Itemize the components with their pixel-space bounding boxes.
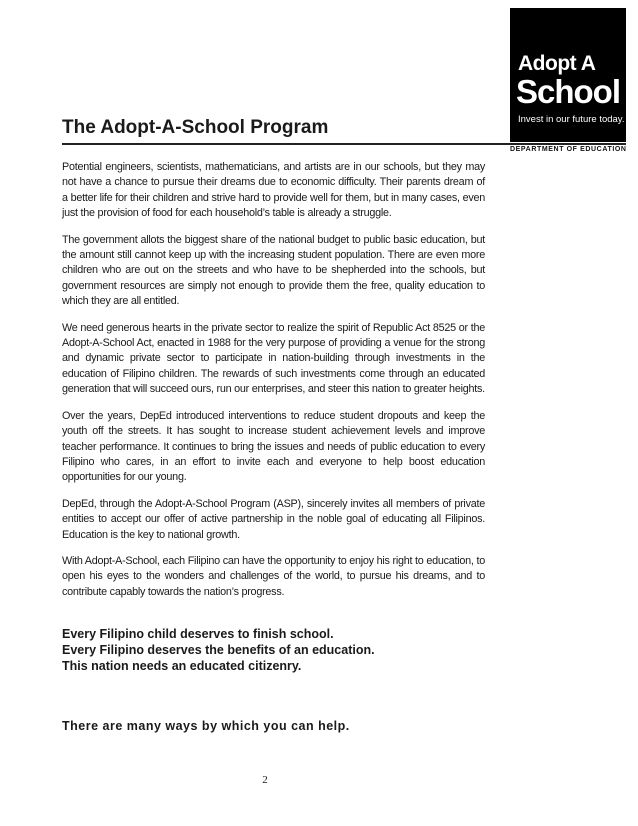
paragraph-3: We need generous hearts in the private sector to realize the spirit of Republic Act 8525 or the Adopt-A-School Act, enacted in 1988 for the very purpose of providing a venue for the strong and dynamic private sector to participate in nation-building through investments in the education of Filipino children. The rewards of such investments come through an educated generation that will succeed ours, run our enterprises, and steer this nation to greater heights.	[62, 321, 485, 396]
paragraph-1: Potential engineers, scientists, mathematicians, and artists are in our schools, but they may not have a chance to pursue their dreams due to economic difficulty. Their parents dream of a better life for their children and strive hard to provide well for them, but in many cases, even just the provision of food for each household’s table is already a struggle.	[62, 161, 485, 220]
help-heading: There are many ways by which you can help.	[62, 719, 350, 733]
logo-line-1: Adopt A	[518, 52, 596, 75]
logo-tagline: Invest in our future today.	[518, 114, 625, 125]
statement-3: This nation needs an educated citizenry.	[62, 659, 302, 673]
statement-2: Every Filipino deserves the benefits of an education.	[62, 643, 375, 657]
title-rule	[62, 143, 626, 145]
department-label: DEPARTMENT OF EDUCATION	[510, 146, 627, 153]
statement-1: Every Filipino child deserves to finish school.	[62, 627, 334, 641]
paragraph-2: The government allots the biggest share of the national budget to public basic education, but the amount still cannot keep up with the increasing student population. There are even more children who are out on the streets and who have to be shepherded into the schools, but government resources are simply not enough to provide them the free, quality education to which they are all entitled.	[62, 233, 485, 308]
page-number: 2	[262, 774, 268, 786]
paragraph-6: With Adopt-A-School, each Filipino can have the opportunity to enjoy his right to education, to open his eyes to the wonders and challenges of the world, to pursue his dreams, and to contribute capably towards the nation’s progress.	[62, 554, 485, 598]
logo-line-2: School	[516, 73, 621, 110]
paragraph-5: DepEd, through the Adopt-A-School Program (ASP), sincerely invites all members of private entities to accept our offer of active partnership in the noble goal of educating all Filipinos. Education is the key to national growth.	[62, 497, 485, 541]
statements	[62, 626, 542, 674]
body-text	[62, 160, 485, 611]
paragraph-4: Over the years, DepEd introduced interventions to reduce student dropouts and keep the youth off the streets. It has sought to increase student achievement levels and improve teacher performance. It continues to bring the issues and needs of public education to every Filipino who cares, in an effort to invite each and everyone to help boost education opportunities for our young.	[62, 409, 485, 484]
page-title: The Adopt-A-School Program	[62, 117, 329, 138]
adopt-a-school-logo	[510, 8, 626, 142]
